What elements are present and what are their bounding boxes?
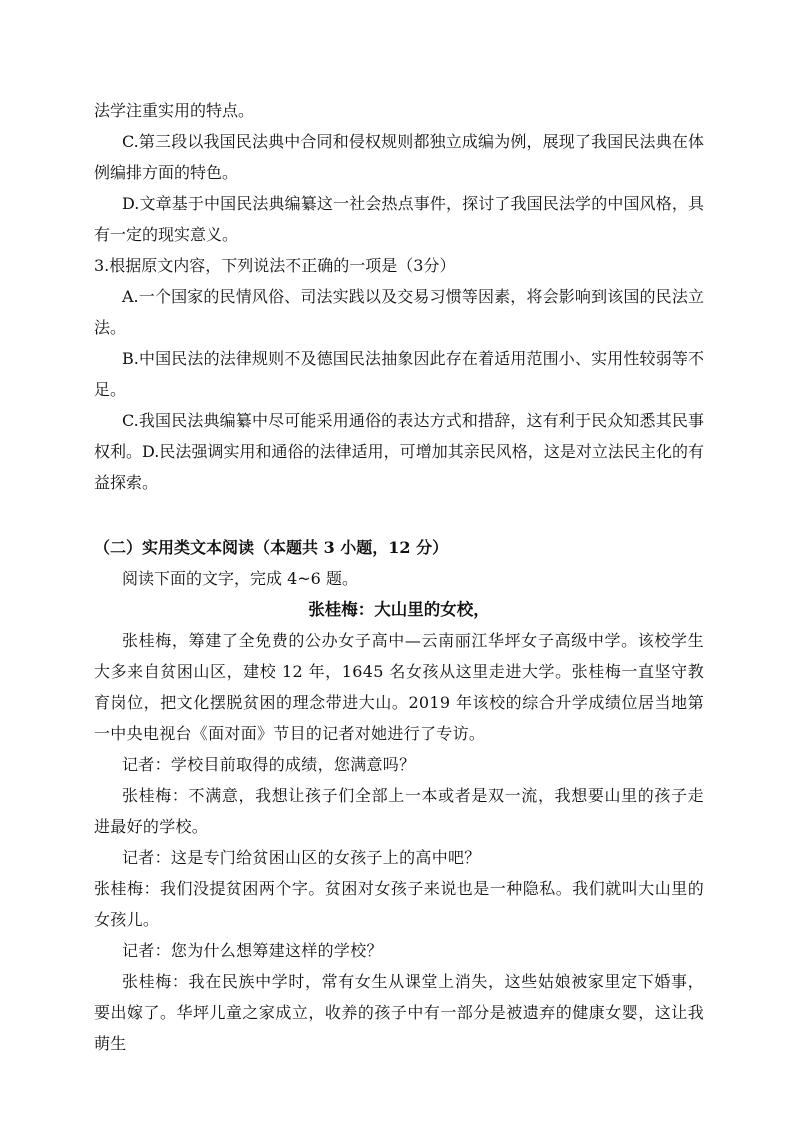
question-3-option-a: A.一个国家的民情风俗、司法实践以及交易习惯等因素，将会影响到该国的民法立法。 bbox=[94, 287, 704, 337]
reporter-question-3: 记者：您为什么想筹建这样的学校？ bbox=[122, 941, 383, 960]
reporter-question-2: 记者：这是专门给贫困山区的女孩子上的高中吧？ bbox=[122, 848, 481, 867]
reading-instruction: 阅读下面的文字，完成 4~6 题。 bbox=[122, 569, 358, 588]
zhang-answer-3: 张桂梅：我在民族中学时，常有女生从课堂上消失，这些姑娘被家里定下婚事，要出嫁了。华坪儿童之家成立，收养的孩子中有一部分是被遗弃的健康女婴，这让我萌生 bbox=[94, 972, 704, 1053]
article-intro: 张桂梅，筹建了全免费的公办女子高中—云南丽江华坪女子高级中学。该校学生大多来自贫困山区，建校 12 年，1645 名女孩从这里走进大学。张桂梅一直坚守教育岗位，把文化摆脱贫困的理念带进大山。2019 年该校的综合升学成绩位居当地第一中央电视台《面对面》节目的记者对她进行了专访。 bbox=[94, 631, 704, 743]
article-title: 张桂梅：大山里的女校， bbox=[308, 600, 490, 619]
section-heading: （二）实用类文本阅读（本题共 3 小题，12 分） bbox=[94, 538, 449, 557]
question-3-option-c-d: C.我国民法典编纂中尽可能采用通俗的表达方式和措辞，这有利于民众知悉其民事权利。D.民法强调实用和通俗的法律适用，可增加其亲民风格，这是对立法民主化的有益探索。 bbox=[94, 411, 704, 492]
zhang-answer-1: 张桂梅：不满意，我想让孩子们全部上一本或者是双一流，我想要山里的孩子走进最好的学校。 bbox=[94, 786, 704, 836]
option-d: D.文章基于中国民法典编纂这一社会热点事件，探讨了我国民法学的中国风格，具有一定的现实意义。 bbox=[94, 194, 704, 244]
paragraph-continuation: 法学注重实用的特点。 bbox=[94, 101, 255, 120]
question-3: 3.根据原文内容，下列说法不正确的一项是（3分） bbox=[94, 256, 456, 275]
zhang-answer-2: 张桂梅：我们没提贫困两个字。贫困对女孩子来说也是一种隐私。我们就叫大山里的女孩儿。 bbox=[94, 879, 704, 929]
question-3-option-b: B.中国民法的法律规则不及德国民法抽象因此存在着适用范围小、实用性较弱等不足。 bbox=[94, 349, 704, 399]
option-c: C.第三段以我国民法典中合同和侵权规则都独立成编为例，展现了我国民法典在体例编排方面的特色。 bbox=[94, 132, 704, 182]
reporter-question-1: 记者：学校目前取得的成绩，您满意吗？ bbox=[122, 755, 416, 774]
